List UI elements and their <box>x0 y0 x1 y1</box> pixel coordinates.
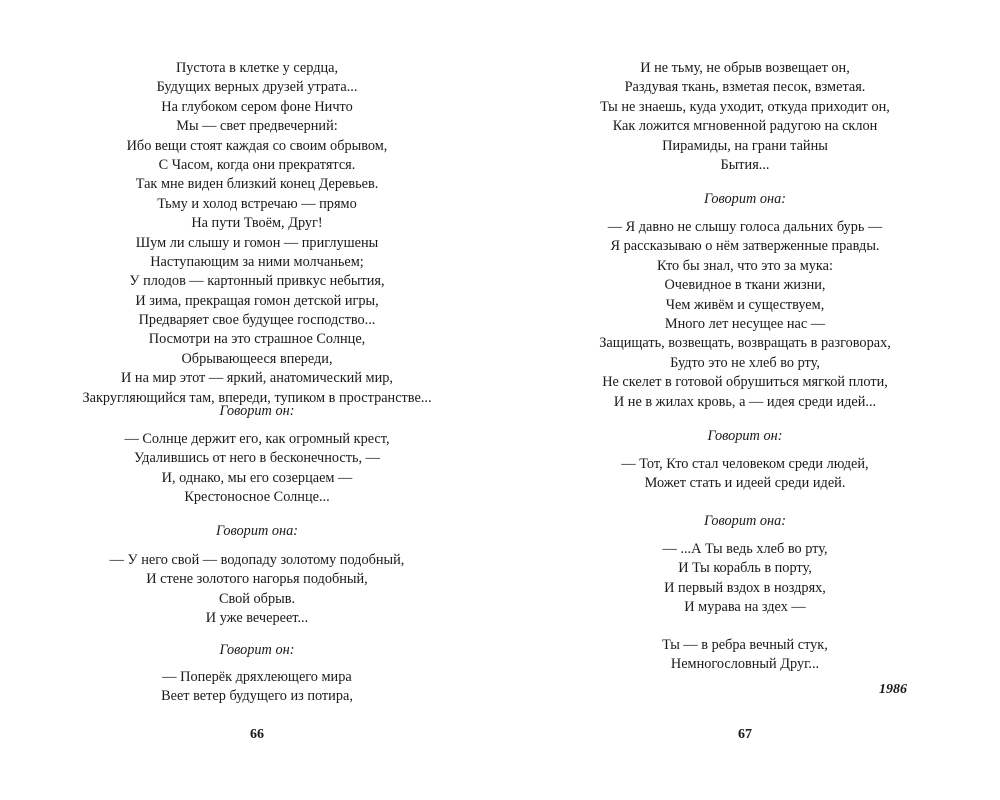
verse-line: Ты — в ребра вечный стук, <box>662 637 828 653</box>
verse-line: Тьму и холод встречаю — прямо <box>157 195 357 212</box>
verse-stanza <box>525 59 965 175</box>
verse-line: Свой обрыв. <box>218 590 296 607</box>
verse-line: И на мир этот — яркий, анатомический мир, <box>121 370 393 387</box>
verse-line: Удалившись от него в бесконечность, — <box>134 450 380 467</box>
verse-line: Мы — свет предвечерний: <box>176 118 338 135</box>
heading-text: Говорит она: <box>703 191 787 207</box>
verse-line: — Поперёк дряхлеющего мира <box>162 669 352 685</box>
verse-line: Не скелет в готовой обрушиться мягкой плоти, <box>602 374 888 391</box>
verse-line: Будущих верных друзей утрата... <box>156 79 358 96</box>
heading-text: Говорит он: <box>707 428 783 444</box>
page-number: 67 <box>738 727 752 742</box>
verse-stanza <box>525 455 965 494</box>
verse-stanza <box>525 218 965 412</box>
verse-line: Раздувая ткань, взметая песок, взметая. <box>624 79 866 96</box>
verse-line: И стене золотого нагорья подобный, <box>146 571 368 588</box>
verse-line: На пути Твоём, Друг! <box>191 215 323 232</box>
verse-line: Защищать, возвещать, возвращать в разговорах, <box>599 335 891 352</box>
speaker-heading <box>525 512 965 531</box>
verse-stanza <box>40 430 474 508</box>
verse-line: Веет ветер будущего из потира, <box>161 688 353 705</box>
verse-line: У плодов — картонный привкус небытия, <box>129 273 385 290</box>
verse-line: Бытия... <box>720 156 770 173</box>
heading-text: Говорит она: <box>703 513 787 529</box>
verse-line: Обрывающееся впереди, <box>181 350 333 367</box>
verse-line: Я рассказываю о нём затверженные правды. <box>610 238 880 255</box>
verse-line: Чем живём и существуем, <box>665 296 825 313</box>
verse-line: Крестоносное Солнце... <box>184 489 330 506</box>
verse-line: Пустота в клетке у сердца, <box>175 60 339 76</box>
verse-stanza <box>40 551 474 629</box>
poem-date: 1986 <box>879 682 907 697</box>
verse-line: — У него свой — водопаду золотому подобный, <box>109 552 405 568</box>
verse-line: Очевидное в ткани жизни, <box>664 277 826 294</box>
verse-line: Как ложится мгновенной радугою на склон <box>612 118 878 135</box>
verse-line: Предваряет свое будущее господство... <box>138 312 376 329</box>
speaker-heading <box>40 402 474 421</box>
verse-line: И зима, прекращая гомон детской игры, <box>135 292 379 309</box>
verse-line: И уже вечереет... <box>205 610 309 627</box>
verse-line: Много лет несущее нас — <box>664 315 826 332</box>
right-page <box>525 0 965 800</box>
verse-line: Ты не знаешь, куда уходит, откуда приходит он, <box>600 98 890 115</box>
verse-line: Наступающим за ними молчаньем; <box>150 253 364 270</box>
heading-text: Говорит она: <box>215 523 299 539</box>
verse-line: Будто это не хлеб во рту, <box>670 354 820 371</box>
verse-line: И Ты корабль в порту, <box>678 560 812 577</box>
verse-line: На глубоком сером фоне Ничто <box>161 98 353 115</box>
left-page <box>40 0 474 800</box>
verse-line: Так мне виден близкий конец Деревьев. <box>135 176 379 193</box>
speaker-heading <box>525 190 965 209</box>
verse-line: Закругляющийся там, впереди, тупиком в пространстве... <box>82 389 432 406</box>
speaker-heading <box>40 522 474 541</box>
verse-line: Ибо вещи стоят каждая со своим обрывом, <box>126 137 388 154</box>
heading-text: Говорит он: <box>219 403 295 419</box>
verse-line: И не тьму, не обрыв возвещает он, <box>640 60 850 76</box>
verse-stanza <box>40 668 474 707</box>
verse-line: И первый вздох в ноздрях, <box>664 579 826 596</box>
page-number: 66 <box>250 727 264 742</box>
heading-text: Говорит он: <box>219 642 295 658</box>
verse-line: И не в жилах кровь, а — идея среди идей... <box>613 393 877 410</box>
verse-line: Немногословный Друг... <box>670 656 820 673</box>
verse-stanza <box>525 636 965 675</box>
verse-line: С Часом, когда они прекратятся. <box>158 156 356 173</box>
verse-line: Может стать и идеей среди идей. <box>644 475 846 492</box>
verse-line: — Тот, Кто стал человеком среди людей, <box>621 456 869 472</box>
verse-line: — ...А Ты ведь хлеб во рту, <box>662 541 828 557</box>
speaker-heading <box>40 641 474 660</box>
verse-stanza <box>40 59 474 408</box>
verse-line: Шум ли слышу и гомон — приглушены <box>135 234 379 251</box>
verse-stanza <box>525 540 965 618</box>
verse-line: Посмотри на это страшное Солнце, <box>148 331 366 348</box>
verse-line: И мурава на здех — <box>684 599 806 616</box>
speaker-heading <box>525 427 965 446</box>
verse-line: И, однако, мы его созерцаем — <box>161 469 353 486</box>
verse-line: Пирамиды, на грани тайны <box>662 137 828 154</box>
verse-line: Кто бы знал, что это за мука: <box>657 257 833 274</box>
verse-line: — Солнце держит его, как огромный крест, <box>124 431 390 447</box>
verse-line: — Я давно не слышу голоса дальних бурь — <box>607 219 883 235</box>
